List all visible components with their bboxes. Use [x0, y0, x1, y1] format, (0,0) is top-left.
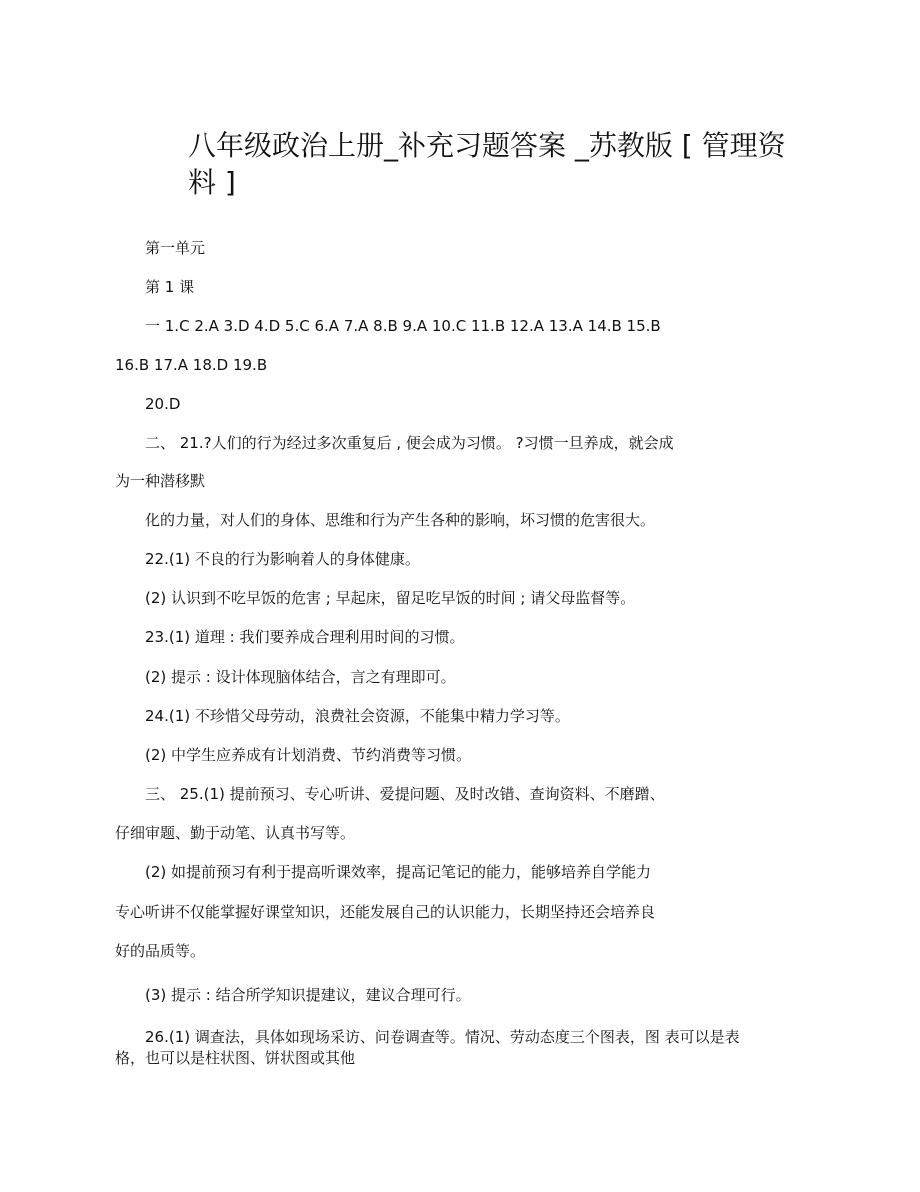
- answer-line: 一 1.C 2.A 3.D 4.D 5.C 6.A 7.A 8.B 9.A 10.C 11.B 12.A 13.A 14.B 15.B: [145, 317, 661, 335]
- answer-line: 26.(1) 调查法，具体如现场采访、问卷调查等。情况、劳动态度三个图表，图 表可以是表: [145, 1028, 740, 1046]
- answer-line: 20.D: [145, 395, 181, 413]
- page-title-line-2: 料 ]: [188, 166, 236, 199]
- page-title-line-1: 八年级政治上册_补充习题答案 _苏教版 [ 管理资: [188, 129, 786, 162]
- answer-line: (2) 提示 : 设计体现脑体结合，言之有理即可。: [145, 668, 456, 686]
- answer-line: 化的力量，对人们的身体、思维和行为产生各种的影响，坏习惯的危害很大。: [145, 511, 656, 529]
- answer-line: 三、 25.(1) 提前预习、专心听讲、爱提问题、及时改错、查询资料、不磨蹭、: [145, 785, 665, 803]
- answer-line: 二、 21.?人们的行为经过多次重复后 , 便会成为习惯。 ?习惯一旦养成，就会成: [145, 434, 674, 452]
- answer-line: 专心听讲不仅能掌握好课堂知识，还能发展自己的认识能力，长期坚持还会培养良: [115, 903, 656, 921]
- answer-line: 格，也可以是柱状图、饼状图或其他: [115, 1049, 356, 1067]
- unit-heading: 第一单元: [145, 239, 206, 257]
- answer-line: 仔细审题、勤于动笔、认真书写等。: [115, 824, 356, 842]
- answer-line: 为一种潜移默: [115, 472, 206, 490]
- answer-line: 好的品质等。: [115, 942, 206, 960]
- lesson-heading: 第 1 课: [145, 278, 195, 296]
- answer-line: (2) 如提前预习有利于提高听课效率，提高记笔记的能力，能够培养自学能力: [145, 863, 652, 881]
- answer-line: (3) 提示 : 结合所学知识提建议，建议合理可行。: [145, 986, 471, 1004]
- answer-line: (2) 中学生应养成有计划消费、节约消费等习惯。: [145, 746, 472, 764]
- answer-line: 23.(1) 道理 : 我们要养成合理利用时间的习惯。: [145, 628, 465, 646]
- answer-line: 22.(1) 不良的行为影响着人的身体健康。: [145, 550, 420, 568]
- answer-line: (2) 认识到不吃早饭的危害 ; 早起床，留足吃早饭的时间 ; 请父母监督等。: [145, 589, 636, 607]
- answer-line: 24.(1) 不珍惜父母劳动，浪费社会资源，不能集中精力学习等。: [145, 707, 570, 725]
- answer-line: 16.B 17.A 18.D 19.B: [115, 356, 268, 374]
